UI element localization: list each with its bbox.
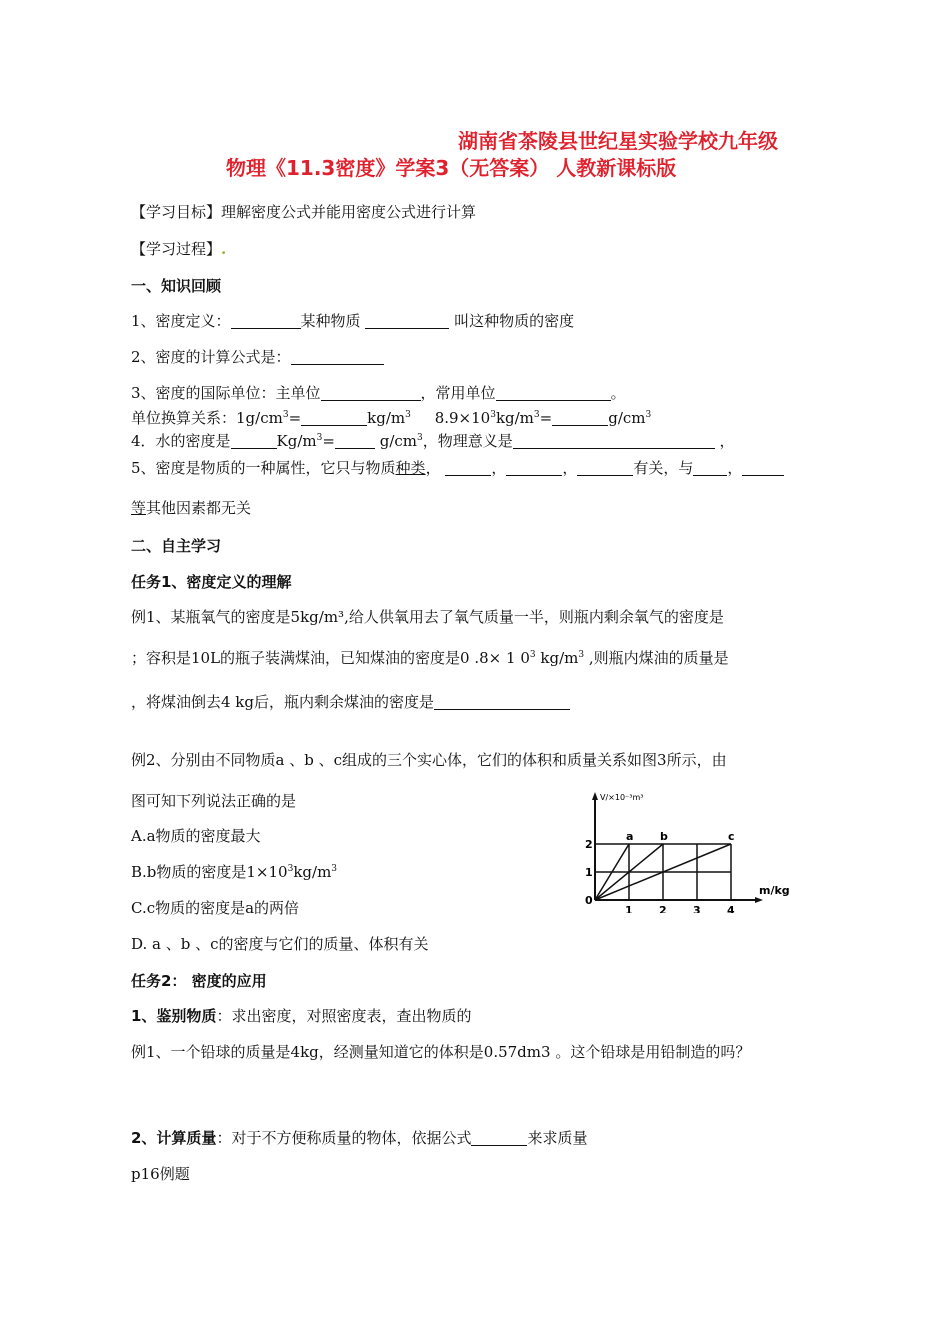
q5-text-b: 种类 — [395, 459, 426, 477]
conv-c: kg/m — [367, 409, 406, 427]
blank[interactable] — [506, 460, 562, 476]
ex1-l3: ，将煤油倒去4 kg后，瓶内剩余煤油的密度是 — [131, 693, 435, 711]
q5-end-a: 等 — [131, 499, 147, 517]
sup: 3 — [417, 433, 423, 443]
x-tick-label: 4 — [727, 904, 735, 913]
y-tick-label: 0 — [585, 894, 593, 907]
q5-comma: ， — [562, 459, 578, 477]
q1-text-b: 某种物质 — [300, 312, 361, 330]
q4-text-a: 4．水的密度是 — [131, 432, 231, 450]
q2 — [131, 347, 384, 367]
task2-heading: 任务2： 密度的应用 — [131, 972, 267, 990]
task1-heading: 任务1、密度定义的理解 — [131, 573, 292, 591]
conv-f: = — [539, 409, 553, 427]
sup: 3 — [405, 410, 411, 420]
sup: 3 — [533, 410, 540, 420]
app1-text: ：求出密度，对照密度表，查出物质的 — [216, 1007, 472, 1025]
blank[interactable] — [742, 460, 784, 476]
q5-comma: ， — [491, 459, 507, 477]
marker-dot: . — [221, 240, 227, 258]
q1-text-c: 叫这种物质的密度 — [454, 312, 575, 330]
option-c: C.c物质的密度是a的两倍 — [131, 899, 300, 917]
ex2-line1: 例2、分别由不同物质a 、b 、c组成的三个实心体，它们的体积和质量关系如图3所示，由 — [131, 751, 727, 769]
blank[interactable] — [577, 460, 633, 476]
q5-comma: ， — [727, 459, 743, 477]
sup: 3 — [529, 650, 536, 660]
q3-text-a: 3、密度的国际单位：主单位 — [131, 384, 321, 402]
app2-heading: 2、计算质量 — [131, 1129, 217, 1147]
title-line2: 物理《11.3密度》学案3（无答案） 人教新课标版 — [226, 156, 677, 180]
ex1-l2-c: ,则瓶内煤油的质量是 — [588, 649, 729, 667]
app1-line — [131, 1006, 471, 1026]
blank[interactable] — [365, 313, 449, 329]
sup: 3 — [490, 410, 496, 420]
q5-end — [131, 498, 251, 518]
x-tick-label: 2 — [659, 904, 667, 913]
sup: 3 — [331, 864, 338, 874]
app2-text-b: 来求质量 — [527, 1129, 588, 1147]
sup: 3 — [282, 410, 289, 420]
q3-text-b: ，常用单位 — [420, 384, 496, 402]
chart-series — [595, 830, 735, 900]
blank[interactable] — [496, 385, 611, 401]
option-a: A.a物质的密度最大 — [131, 827, 261, 845]
q2-text: 2、密度的计算公式是： — [131, 348, 291, 366]
q5-text-a: 5、密度是物质的一种属性，它只与物质 — [131, 459, 396, 477]
q3 — [131, 383, 626, 403]
conv-e: kg/m — [495, 409, 534, 427]
series-label-c: c — [728, 830, 735, 843]
section2-heading: 二、自主学习 — [131, 537, 222, 555]
ex1-l2-a: ；容积是10L的瓶子装满煤油，已知煤油的密度是0 .8× 1 0 — [131, 649, 530, 667]
option-b — [131, 862, 337, 882]
sup: 3 — [645, 410, 652, 420]
series-label-b: b — [660, 830, 668, 843]
blank[interactable] — [291, 349, 384, 365]
y-axis-label: V/×10⁻³m³ — [600, 793, 644, 802]
q4-text-e: ，物理意义是 — [422, 432, 513, 450]
p16-example: p16例题 — [131, 1165, 190, 1183]
app2-text-a: ：对于不方便称质量的物体，依据公式 — [216, 1129, 472, 1147]
blank[interactable] — [231, 433, 277, 449]
learning-goal: 【学习目标】理解密度公式并能用密度公式进行计算 — [131, 203, 477, 221]
conv-g: g/cm — [608, 409, 646, 427]
conv-b: = — [288, 409, 302, 427]
blank[interactable] — [471, 1130, 527, 1146]
blank[interactable] — [301, 410, 367, 426]
blank[interactable] — [434, 694, 570, 710]
x-tick-label: 1 — [625, 904, 633, 913]
opt-b-a: B.b物质的密度是1×10 — [131, 863, 288, 881]
x-tick-label: 3 — [693, 904, 701, 913]
blank[interactable] — [513, 433, 715, 449]
y-tick-label: 2 — [585, 838, 593, 851]
ex2-line2: 图可知下列说法正确的是 — [131, 792, 297, 810]
q5-text-c: ， — [425, 459, 441, 477]
opt-b-b: kg/m — [293, 863, 332, 881]
q3-text-c: 。 — [610, 384, 626, 402]
q5-text-d: 有关，与 — [633, 459, 694, 477]
q4-text-d: g/cm — [379, 432, 418, 450]
learning-process — [131, 239, 226, 259]
blank[interactable] — [693, 460, 727, 476]
app1-example: 例1、一个铅球的质量是4kg，经测量知道它的体积是0.57dm3 。这个铅球是用铅制造的吗？ — [131, 1043, 751, 1061]
q1-text-a: 1、密度定义： — [131, 312, 231, 330]
ex1-line2 — [131, 648, 729, 668]
conv-d: 8.9×10 — [434, 409, 491, 427]
blank[interactable] — [321, 385, 421, 401]
app2-line — [131, 1128, 587, 1148]
ex1-l2-b: kg/m — [540, 649, 579, 667]
y-tick-label: 1 — [585, 866, 593, 879]
process-label: 【学习过程】 — [131, 240, 222, 258]
q4-text-c: = — [322, 432, 335, 450]
q4-text-b: Kg/m — [276, 432, 317, 450]
conv-a: 单位换算关系：1g/cm — [131, 409, 283, 427]
series-label-a: a — [626, 830, 634, 843]
chart-ticks — [585, 838, 735, 913]
title-line1: 湖南省茶陵县世纪星实验学校九年级 — [458, 129, 778, 153]
y-axis-arrow — [592, 792, 598, 800]
x-axis-arrow — [755, 897, 763, 903]
sup: 3 — [287, 864, 294, 874]
ex1-line3 — [131, 692, 570, 712]
blank[interactable] — [335, 433, 375, 449]
q4 — [131, 431, 735, 451]
x-axis-label: m/kg — [759, 884, 790, 897]
blank[interactable] — [552, 410, 608, 426]
app1-heading: 1、鉴别物质 — [131, 1007, 217, 1025]
unit-conversion — [131, 408, 651, 428]
q1 — [131, 311, 574, 331]
option-d: D. a 、b 、c的密度与它们的质量、体积有关 — [131, 935, 429, 953]
ex1-line1: 例1、某瓶氧气的密度是5kg/m³,给人供氧用去了氧气质量一半，则瓶内剩余氧气的密度是 — [131, 608, 724, 626]
blank[interactable] — [231, 313, 301, 329]
blank[interactable] — [445, 460, 491, 476]
sup: 3 — [316, 433, 323, 443]
section1-heading: 一、知识回顾 — [131, 277, 222, 295]
q5 — [131, 458, 784, 478]
q5-end-b: 其他因素都无关 — [146, 499, 252, 517]
q4-text-f: ， — [719, 432, 735, 450]
sup: 3 — [578, 650, 585, 660]
volume-mass-chart — [585, 788, 805, 913]
